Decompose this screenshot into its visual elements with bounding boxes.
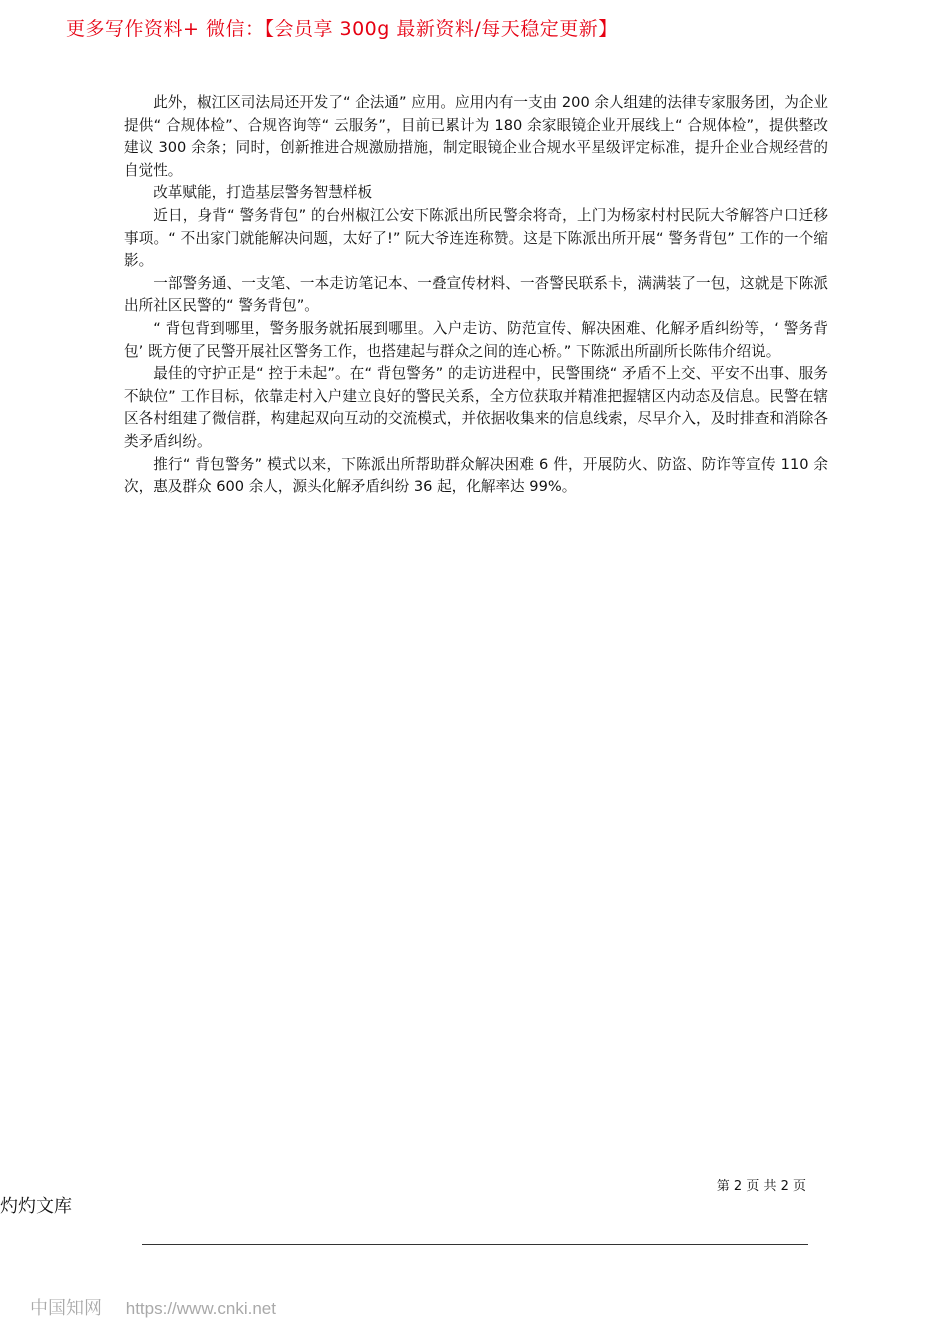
paragraph: 最佳的守护正是“ 控于未起”。在“ 背包警务” 的走访进程中，民警围绕“ 矛盾不上交、平安不出事、服务不缺位” 工作目标，依靠走村入户建立良好的警民关系，全方位获取并精准把握辖区内动态及信息。民警在辖区各村组建了微信群，构建起双向互动的交流模式，并依据收集来的信息线索，尽早介入，及时排查和消除各类矛盾纠纷。 <box>124 365 828 450</box>
article-body <box>124 92 828 499</box>
paragraph: “ 背包背到哪里，警务服务就拓展到哪里。入户走访、防范宣传、解决困难、化解矛盾纠纷等，‘ 警务背包’ 既方便了民警开展社区警务工作，也搭建起与群众之间的连心桥。” 下陈派出所副所长陈伟介绍说。 <box>124 319 828 360</box>
footer-divider <box>142 1244 808 1245</box>
paragraph: 近日，身背“ 警务背包” 的台州椒江公安下陈派出所民警余将奇，上门为杨家村村民阮大爷解答户口迁移事项。“ 不出家门就能解决问题，太好了!” 阮大爷连连称赞。这是下陈派出所开展“ 警务背包” 工作的一个缩影。 <box>124 206 828 270</box>
library-name: 灼灼文库 <box>0 1196 72 1217</box>
paragraph: 推行“ 背包警务” 模式以来，下陈派出所帮助群众解决困难 6 件，开展防火、防盗、防诈等宣传 110 余次，惠及群众 600 余人，源头化解矛盾纠纷 36 起，化解率达 99%。 <box>124 455 828 496</box>
promo-banner: 更多写作资料+ 微信：【会员享 300g 最新资料/每天稳定更新】 <box>66 18 618 40</box>
section-heading: 改革赋能，打造基层警务智慧样板 <box>153 184 373 202</box>
watermark-url: https://www.cnki.net <box>125 1299 276 1318</box>
watermark-brand: 中国知网 <box>30 1298 102 1319</box>
page-number: 第 2 页 共 2 页 <box>716 1179 806 1194</box>
watermark <box>30 1294 276 1320</box>
paragraph: 一部警务通、一支笔、一本走访笔记本、一叠宣传材料、一沓警民联系卡，满满装了一包，这就是下陈派出所社区民警的“ 警务背包”。 <box>124 274 828 315</box>
paragraph: 此外，椒江区司法局还开发了“ 企法通” 应用。应用内有一支由 200 余人组建的法律专家服务团，为企业提供“ 合规体检”、合规咨询等“ 云服务”，目前已累计为 180 余家眼镜企业开展线上“ 合规体检”，提供整改建议 300 余条；同时，创新推进合规激励措施，制定眼镜企业合规水平星级评定标准，提升企业合规经营的自觉性。 <box>124 94 828 179</box>
